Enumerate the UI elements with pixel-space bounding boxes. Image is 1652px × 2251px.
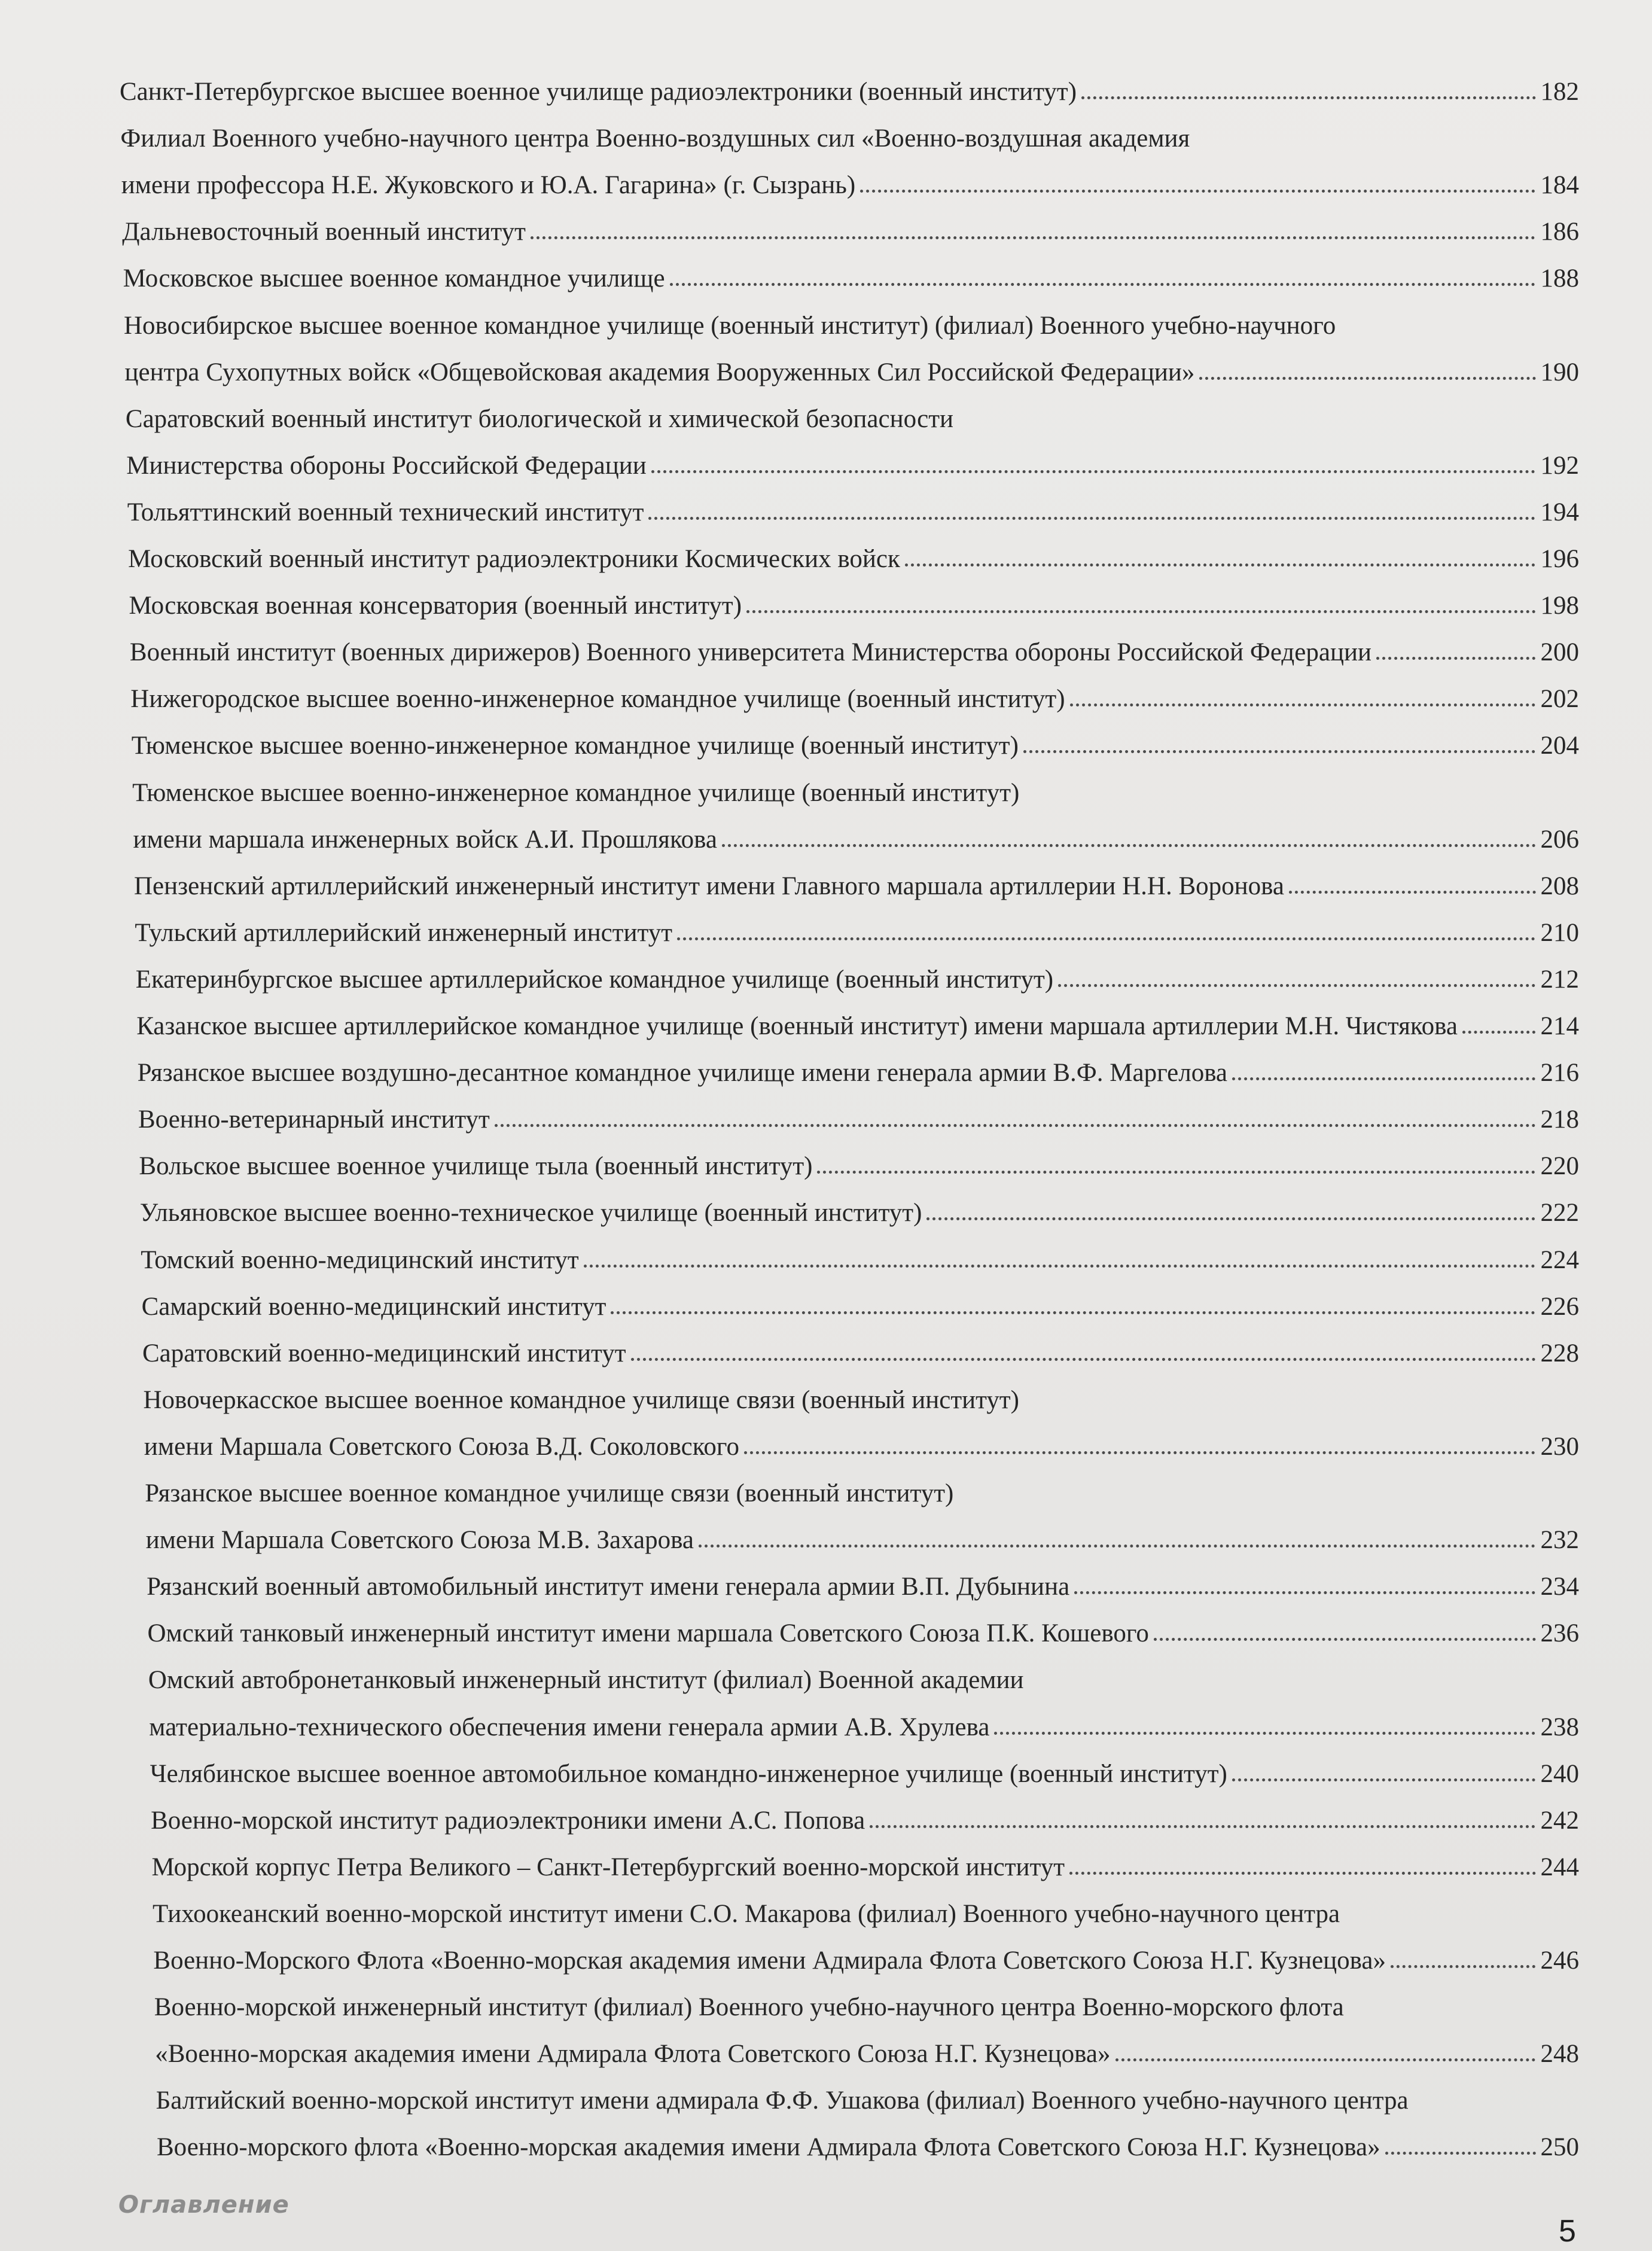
toc-line[interactable] — [122, 209, 1579, 245]
toc-line[interactable] — [125, 349, 1580, 385]
toc-entry-title: Новочеркасское высшее военное командное училище связи (военный институт) — [143, 1385, 1019, 1414]
toc-entry-title: Московский военный институт радиоэлектроники Космических войск — [128, 545, 900, 573]
toc-line[interactable] — [126, 443, 1579, 479]
dot-leader — [495, 1124, 1536, 1127]
toc-page-number: 218 — [1540, 1105, 1579, 1134]
toc-entry-title: Нижегородское высшее военно-инженерное командное училище (военный институт) — [130, 685, 1065, 714]
toc-entry-title: Пензенский артиллерийский инженерный институт имени Главного маршала артиллерии Н.Н. Воронова — [134, 872, 1284, 900]
dot-leader — [531, 236, 1536, 239]
toc-page-number: 212 — [1540, 965, 1579, 994]
dot-leader — [611, 1311, 1535, 1314]
toc-line[interactable] — [129, 583, 1580, 619]
dot-leader — [1058, 984, 1535, 987]
toc-line[interactable] — [145, 1470, 1579, 1506]
toc-entry-title: «Военно-морская академия имени Адмирала Флота Советского Союза Н.Г. Кузнецова» — [155, 2040, 1111, 2069]
toc-line[interactable] — [133, 817, 1580, 852]
toc-line[interactable] — [120, 69, 1579, 105]
dot-leader — [870, 1825, 1535, 1828]
toc-page-number: 238 — [1540, 1713, 1579, 1741]
dot-leader — [817, 1171, 1535, 1174]
toc-page-number: 246 — [1540, 1947, 1579, 1975]
toc-entry-title: Военно-морской инженерный институт (филиал) Военного учебно-научного центра Военно-морского флота — [154, 1993, 1344, 2022]
toc-page-number: 198 — [1540, 592, 1579, 620]
toc-page-number: 236 — [1540, 1619, 1579, 1648]
toc-line[interactable] — [127, 489, 1579, 525]
toc-entry-title: Военный институт (военных дирижеров) Военного университета Министерства обороны Российской Федерации — [129, 638, 1372, 667]
toc-page-number: 202 — [1540, 685, 1579, 714]
toc-entry-title: Филиал Военного учебно-научного центра Военно-воздушных сил «Военно-воздушная академия — [120, 124, 1190, 153]
dot-leader — [1391, 1965, 1535, 1968]
toc-page-number: 216 — [1540, 1059, 1579, 1088]
dot-leader — [1074, 1591, 1535, 1594]
toc-line[interactable] — [140, 1190, 1579, 1226]
dot-leader — [1081, 96, 1535, 99]
toc-line[interactable] — [136, 1003, 1579, 1039]
toc-entry-title: имени Маршала Советского Союза М.В. Захарова — [145, 1526, 694, 1555]
toc-entry-title: Балтийский военно-морской институт имени адмирала Ф.Ф. Ушакова (филиал) Военного учебно-научного центра — [156, 2086, 1409, 2115]
toc-entry-title: Самарский военно-медицинский институт — [141, 1292, 606, 1321]
toc-entry-title: Дальневосточный военный институт — [122, 218, 526, 246]
toc-page-number: 228 — [1540, 1339, 1579, 1367]
toc-page-number: 224 — [1540, 1245, 1579, 1274]
toc-line[interactable] — [141, 1237, 1579, 1273]
toc-entry-title: имени профессора Н.Е. Жуковского и Ю.А. Гагарина» (г. Сызрань) — [121, 171, 856, 200]
toc-entry-title: Тюменское высшее военно-инженерное командное училище (военный институт) — [131, 732, 1019, 760]
toc-entry-title: Омский танковый инженерный институт имени маршала Советского Союза П.К. Кошевого — [147, 1619, 1149, 1648]
toc-page-number: 204 — [1540, 732, 1579, 760]
toc-entry-title: Военно-морской институт радиоэлектроники имени А.С. Попова — [151, 1806, 865, 1835]
dot-leader — [1232, 1077, 1535, 1080]
dot-leader — [1376, 657, 1535, 660]
toc-entry-title: материально-технического обеспечения имени генерала армии А.В. Хрулева — [149, 1713, 990, 1741]
page-number: 5 — [1559, 2214, 1576, 2249]
toc-line[interactable] — [126, 396, 1579, 432]
toc-line[interactable] — [152, 1844, 1580, 1880]
toc-entry-title: Тюменское высшее военно-инженерное командное училище (военный институт) — [132, 778, 1020, 807]
toc-page-number: 244 — [1540, 1853, 1579, 1881]
dot-leader — [746, 610, 1535, 613]
toc-line[interactable] — [120, 115, 1579, 151]
toc-page-number: 184 — [1540, 171, 1579, 200]
toc-page-number: 210 — [1540, 918, 1579, 947]
section-label: Оглавление — [118, 2191, 289, 2219]
toc-page-number: 190 — [1540, 358, 1579, 386]
dot-leader — [926, 1217, 1535, 1220]
toc-page-number: 232 — [1540, 1526, 1579, 1555]
toc-page-number: 182 — [1540, 78, 1579, 106]
toc-line[interactable] — [153, 1891, 1579, 1927]
toc-line[interactable] — [150, 1751, 1579, 1787]
toc-page-number: 194 — [1540, 498, 1579, 526]
toc-entry-title: Тихоокеанский военно-морской институт имени С.О. Макарова (филиал) Военного учебно-научного центра — [153, 1899, 1340, 1928]
dot-leader — [905, 563, 1536, 566]
toc-entry-title: Екатеринбургское высшее артиллерийское командное училище (военный институт) — [135, 965, 1054, 994]
toc-entry-title: Санкт-Петербургское высшее военное училище радиоэлектроники (военный институт) — [120, 78, 1077, 106]
toc-line[interactable] — [148, 1610, 1580, 1646]
dot-leader — [1199, 377, 1535, 380]
toc-page-number: 234 — [1540, 1573, 1579, 1601]
toc-line[interactable] — [147, 1564, 1579, 1600]
toc-line[interactable] — [154, 1984, 1579, 2020]
toc-entry-title: Военно-морского флота «Военно-морская академия имени Адмирала Флота Советского Союза Н.Г. Кузнецова» — [157, 2133, 1380, 2162]
dot-leader — [744, 1451, 1536, 1454]
dot-leader — [1232, 1778, 1536, 1781]
dot-leader — [1069, 1872, 1535, 1875]
toc-line[interactable] — [130, 629, 1579, 665]
dot-leader — [699, 1545, 1536, 1548]
toc-page-number: 250 — [1540, 2133, 1579, 2162]
toc-line[interactable] — [157, 2124, 1579, 2160]
toc-entry-title: Томский военно-медицинский институт — [141, 1245, 579, 1274]
dot-leader — [1289, 891, 1536, 894]
toc-entry-title: Омский автобронетанковый инженерный институт (филиал) Военной академии — [148, 1666, 1024, 1695]
toc-page-number: 248 — [1540, 2040, 1579, 2069]
toc-entry-title: имени маршала инженерных войск А.И. Прошлякова — [133, 825, 717, 854]
toc-entry-title: Морской корпус Петра Великого – Санкт-Петербургский военно-морской институт — [151, 1853, 1065, 1881]
dot-leader — [1462, 1031, 1536, 1034]
dot-leader — [651, 470, 1536, 473]
toc-line[interactable] — [144, 1377, 1580, 1413]
toc-entry-title: Ульяновское высшее военно-техническое училище (военный институт) — [139, 1199, 922, 1227]
toc-line[interactable] — [132, 723, 1579, 759]
dot-leader — [677, 937, 1536, 940]
toc-page-number: 200 — [1540, 638, 1579, 667]
toc-line[interactable] — [121, 162, 1579, 198]
dot-leader — [584, 1265, 1536, 1268]
dot-leader — [1070, 703, 1536, 706]
toc-entry-title: Московское высшее военное командное училище — [123, 264, 665, 293]
dot-leader — [670, 283, 1536, 286]
toc-line[interactable] — [139, 1143, 1579, 1179]
toc-line[interactable] — [149, 1704, 1579, 1740]
toc-entry-title: Новосибирское высшее военное командное училище (военный институт) (филиал) Военного учебно-научного — [124, 311, 1336, 340]
toc-line[interactable] — [134, 863, 1579, 899]
toc-page-number: 196 — [1540, 545, 1579, 573]
toc-entry-title: Челябинское высшее военное автомобильное командно-инженерное училище (военный институт) — [150, 1759, 1227, 1788]
toc-entry-title: Вольское высшее военное училище тыла (военный институт) — [139, 1152, 813, 1181]
toc-page-number: 192 — [1540, 451, 1579, 480]
toc-entry-title: Военно-Морского Флота «Военно-морская академия имени Адмирала Флота Советского Союза Н.Г. Кузнецова» — [153, 1947, 1386, 1975]
toc-line[interactable] — [144, 1424, 1579, 1460]
toc-line[interactable] — [135, 910, 1579, 946]
toc-line[interactable] — [136, 957, 1579, 992]
dot-leader — [648, 517, 1535, 520]
dot-leader — [1385, 2152, 1536, 2155]
toc-line[interactable] — [132, 770, 1579, 806]
toc-line[interactable] — [128, 536, 1579, 572]
toc-entry-title: Саратовский военный институт биологической и химической безопасности — [125, 404, 954, 433]
toc-page-number: 208 — [1540, 872, 1579, 900]
toc-line[interactable] — [124, 303, 1579, 339]
toc-entry-title: Тульский артиллерийский инженерный институт — [135, 918, 672, 947]
dot-leader — [722, 844, 1536, 847]
toc-entry-title: Рязанское высшее воздушно-десантное командное училище имени генерала армии В.Ф. Маргелова — [137, 1059, 1228, 1088]
dot-leader — [1154, 1638, 1536, 1641]
toc-page-number: 188 — [1540, 264, 1579, 293]
toc-line[interactable] — [156, 2078, 1579, 2113]
toc-entry-title: Саратовский военно-медицинский институт — [142, 1339, 626, 1367]
toc-page-number: 220 — [1540, 1152, 1579, 1181]
toc-page-number: 214 — [1540, 1012, 1579, 1040]
toc-entry-title: Казанское высшее артиллерийское командное училище (военный институт) имени маршала артиллерии М.Н. Чистякова — [136, 1012, 1458, 1040]
dot-leader — [860, 190, 1535, 193]
toc-entry-title: центра Сухопутных войск «Общевойсковая академия Вооруженных Сил Российской Федерации» — [124, 358, 1195, 386]
toc-page-number: 206 — [1540, 825, 1579, 854]
dot-leader — [631, 1358, 1536, 1361]
dot-leader — [994, 1732, 1535, 1735]
toc-page-number: 226 — [1540, 1292, 1579, 1321]
dot-leader — [1023, 750, 1536, 753]
toc-entry-title: имени Маршала Советского Союза В.Д. Соколовского — [144, 1432, 739, 1461]
toc-line[interactable] — [142, 1330, 1579, 1366]
toc-line[interactable] — [130, 676, 1579, 712]
toc-entry-title: Рязанское высшее военное командное училище связи (военный институт) — [145, 1479, 954, 1507]
toc-page-number: 186 — [1540, 218, 1579, 246]
toc-entry-title: Военно-ветеринарный институт — [138, 1105, 490, 1134]
toc-line[interactable] — [155, 2031, 1579, 2067]
toc-line[interactable] — [153, 1938, 1579, 1973]
toc-line[interactable] — [146, 1517, 1579, 1553]
toc-entry-title: Тольяттинский военный технический институт — [127, 498, 644, 526]
toc-entry-title: Рязанский военный автомобильный институт имени генерала армии В.П. Дубынина — [147, 1573, 1070, 1601]
toc-line[interactable] — [138, 1050, 1579, 1086]
toc-line[interactable] — [142, 1284, 1579, 1320]
toc-line[interactable] — [123, 255, 1579, 291]
dot-leader — [1115, 2058, 1536, 2061]
toc-entry-title: Московская военная консерватория (военный институт) — [129, 592, 742, 620]
toc-line[interactable] — [148, 1657, 1579, 1693]
toc-line[interactable] — [151, 1798, 1579, 1833]
toc-page-number: 240 — [1540, 1759, 1579, 1788]
toc-line[interactable] — [138, 1096, 1579, 1132]
toc-entry-title: Министерства обороны Российской Федерации — [126, 451, 647, 480]
toc-page-number: 222 — [1540, 1199, 1579, 1227]
toc-page-number: 242 — [1540, 1806, 1579, 1835]
toc-page-number: 230 — [1540, 1432, 1579, 1461]
